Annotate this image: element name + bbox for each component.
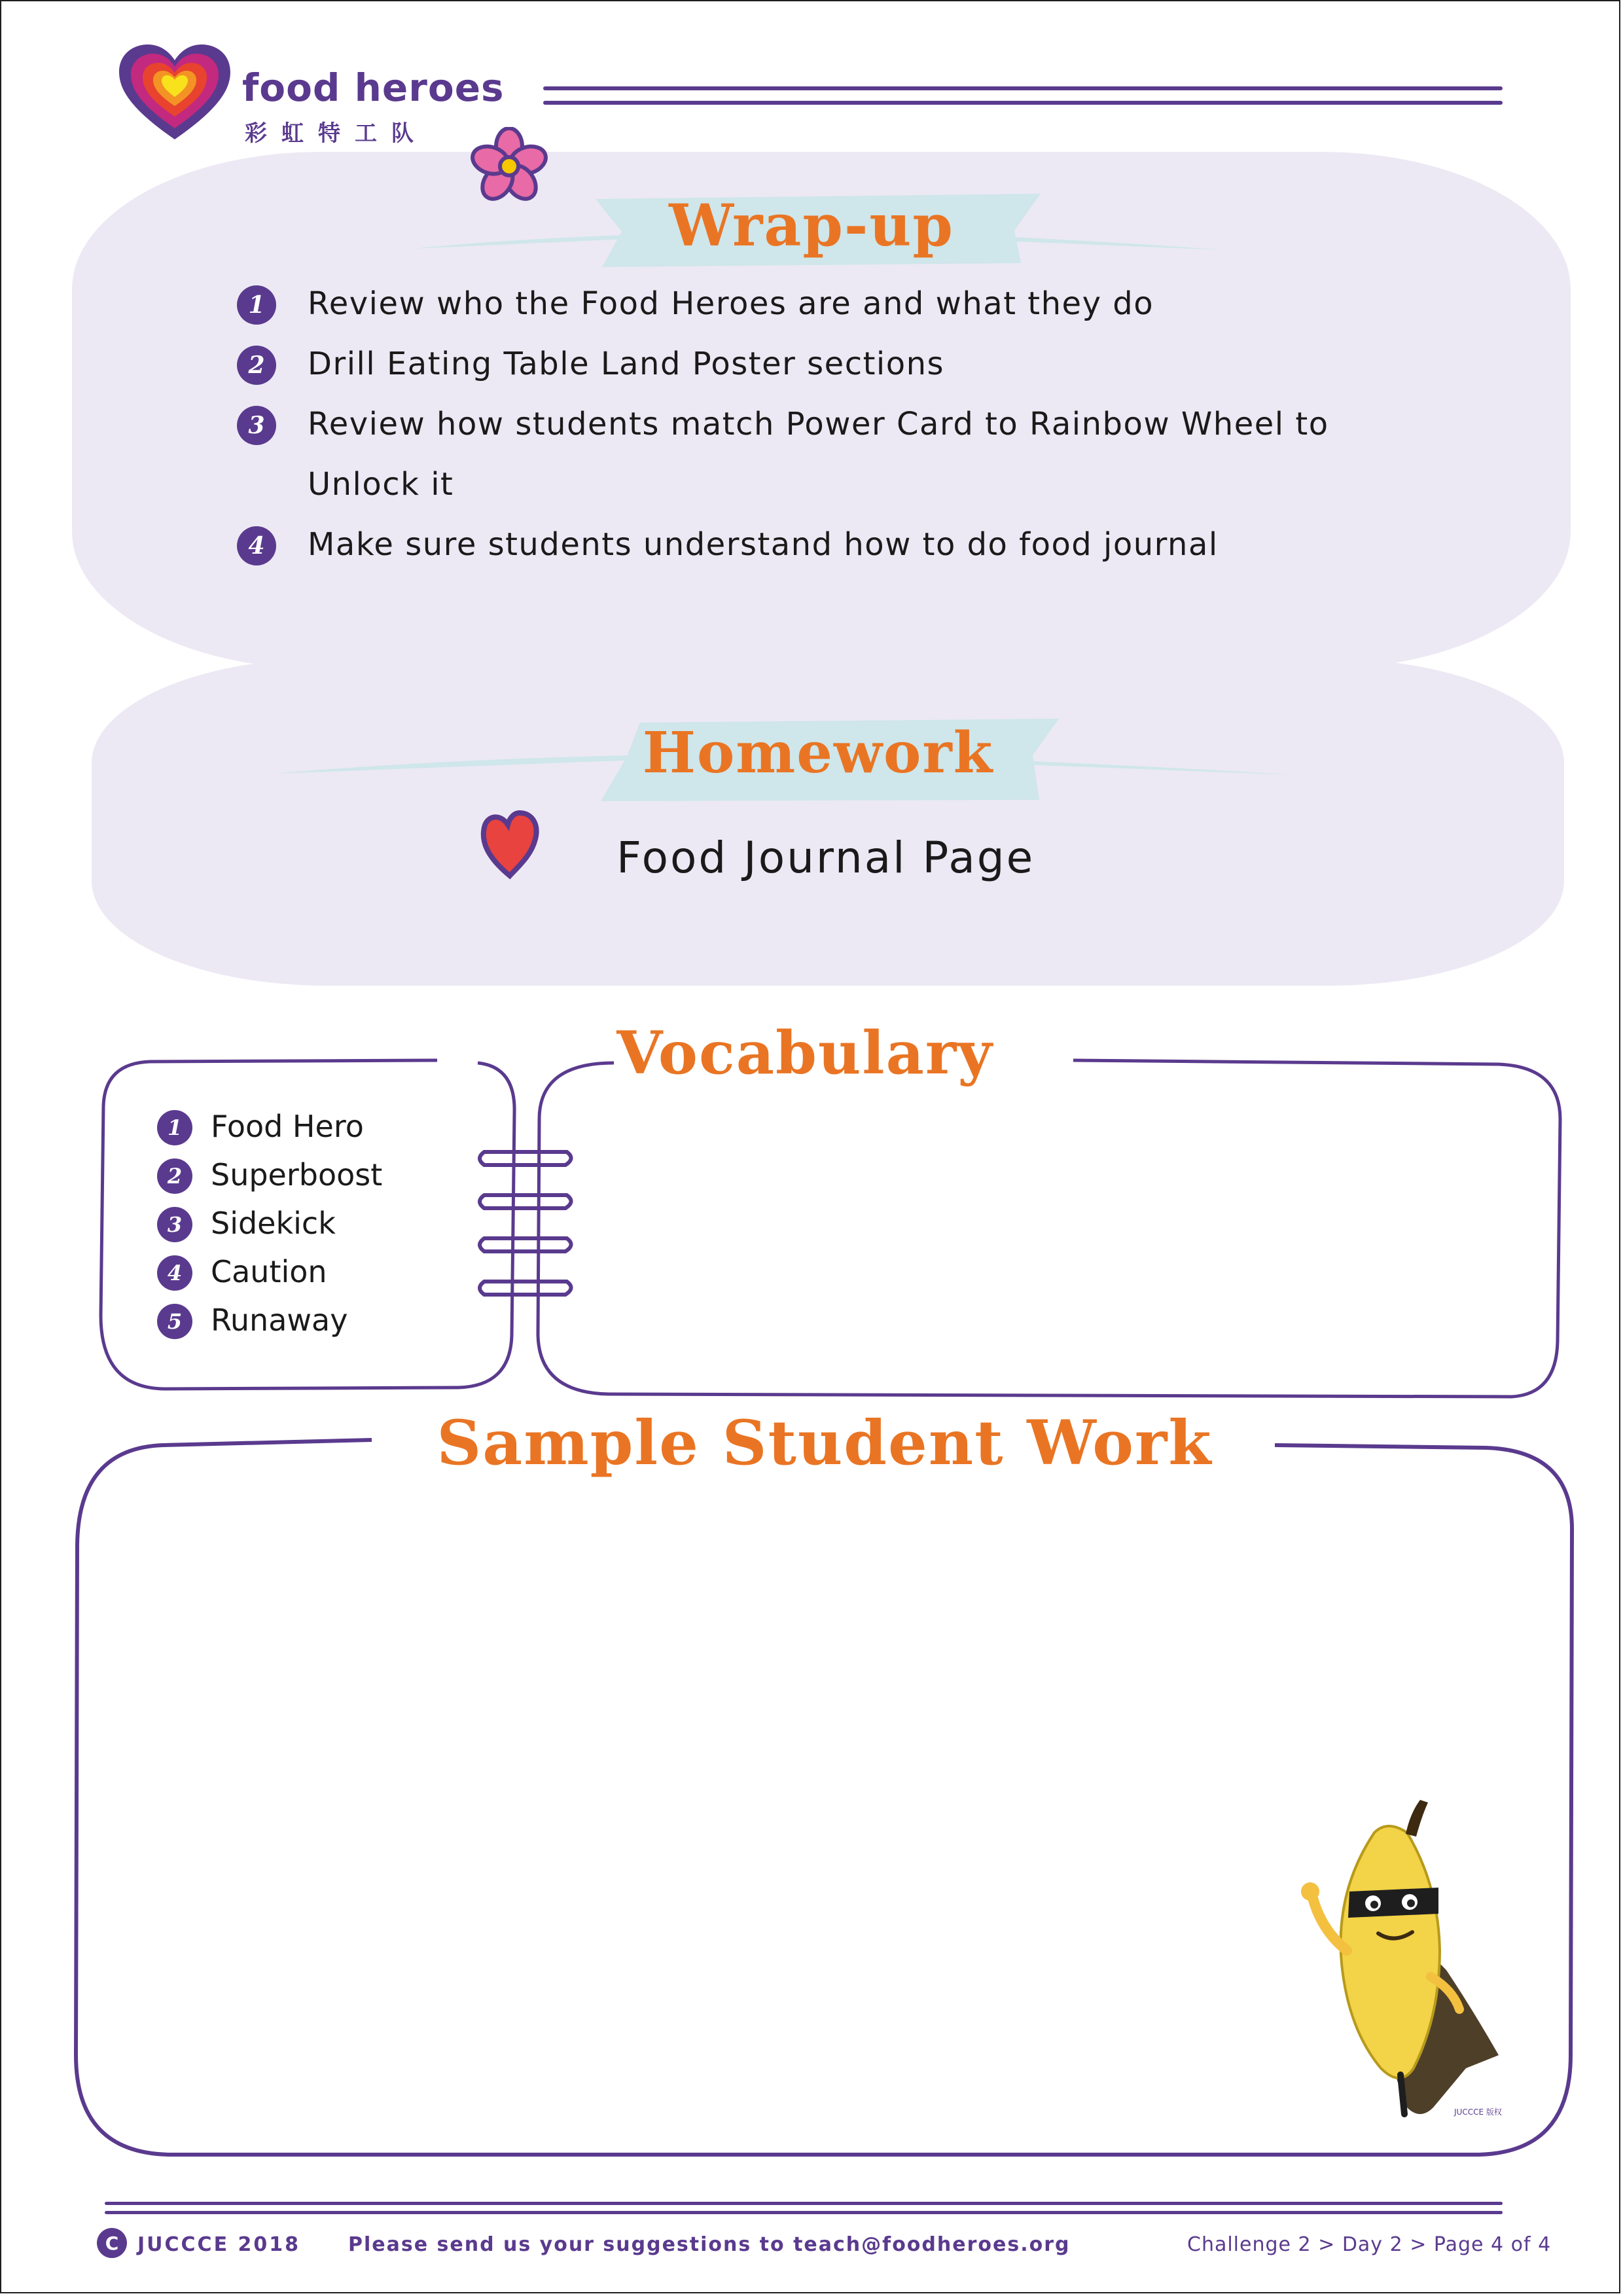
- vocab-item-2-number: 2: [157, 1158, 192, 1194]
- wrapup-item-1-text: Review who the Food Heroes are and what they do: [308, 285, 1154, 322]
- sample-work-title: Sample Student Work: [437, 1407, 1213, 1479]
- image-credit: JUCCCE 版权: [1454, 2108, 1502, 2117]
- vocab-item-1-number: 1: [157, 1110, 192, 1145]
- wrapup-item-2-number: 2: [237, 346, 276, 385]
- vocab-item-4-number: 4: [157, 1255, 192, 1291]
- header-rule-top: [543, 86, 1503, 90]
- vocab-item-1-text: Food Hero: [211, 1109, 364, 1144]
- heart-icon: [479, 810, 541, 880]
- wrapup-title: Wrap-up: [669, 191, 954, 259]
- banana-hero-image: [1276, 1793, 1505, 2127]
- vocabulary-title: Vocabulary: [616, 1018, 993, 1088]
- homework-title: Homework: [642, 720, 994, 786]
- wrapup-item-4-number: 4: [237, 526, 276, 565]
- homework-panel: [92, 658, 1564, 986]
- header-rule-bottom: [543, 101, 1503, 105]
- footer-breadcrumb: Challenge 2 > Day 2 > Page 4 of 4: [1187, 2233, 1552, 2256]
- wrapup-item-1-number: 1: [237, 285, 276, 325]
- vocab-item-2-text: Superboost: [211, 1157, 383, 1193]
- wrapup-item-3-number: 3: [237, 406, 276, 445]
- wrapup-item-2-text: Drill Eating Table Land Poster sections: [308, 346, 945, 382]
- food-heroes-heart-logo: [119, 45, 230, 143]
- footer-org: JUCCCE 2018: [137, 2233, 301, 2256]
- vocab-item-4-text: Caution: [211, 1254, 327, 1289]
- wrapup-item-4-text: Make sure students understand how to do food journal: [308, 526, 1219, 563]
- vocab-item-3-text: Sidekick: [211, 1206, 336, 1241]
- vocab-item-5-text: Runaway: [211, 1302, 348, 1338]
- brand-name-en: food heroes: [242, 65, 505, 110]
- footer-rule-top: [105, 2202, 1503, 2205]
- vocab-item-5-number: 5: [157, 1304, 192, 1339]
- vocab-item-3-number: 3: [157, 1207, 192, 1242]
- wrapup-item-3-text: Review how students match Power Card to Rainbow Wheel to: [308, 406, 1329, 442]
- wrapup-item-3-text-cont: Unlock it: [308, 466, 454, 503]
- footer-rule-bottom: [105, 2211, 1503, 2214]
- copyright-icon: C: [97, 2228, 127, 2258]
- footer-suggestion[interactable]: Please send us your suggestions to teach@foodheroes.org: [348, 2233, 1071, 2256]
- brand-name-cn: 彩虹特工队: [245, 120, 428, 147]
- homework-item: Food Journal Page: [616, 833, 1035, 883]
